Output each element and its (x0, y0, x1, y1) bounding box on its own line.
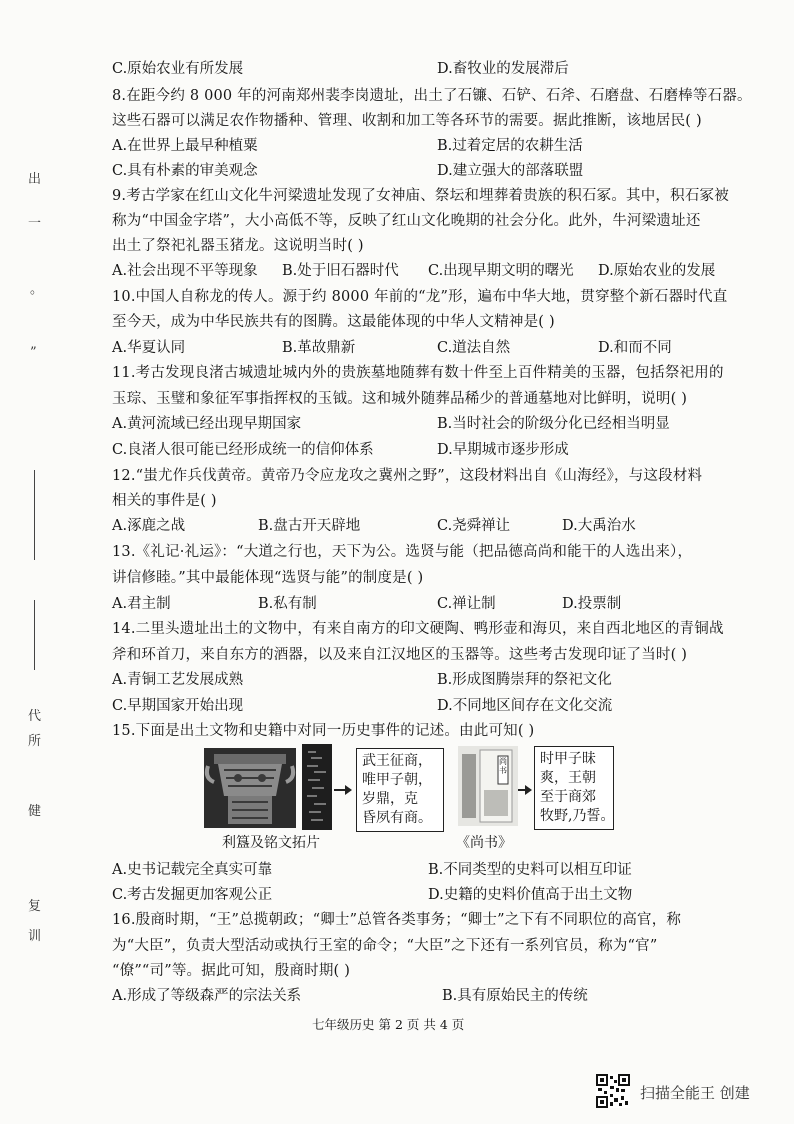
q16-stem: 为“大臣”，负责大型活动或执行王室的命令；“大臣”之下还有一系列官员，称为“官” (112, 938, 658, 954)
q14-option-a: A.青铜工艺发展成熟 (112, 672, 244, 688)
shangshu-line: 爽，王朝 (540, 770, 596, 786)
q14-stem: 斧和环首刀，来自东方的酒器，以及来自江汉地区的玉器等。这些考古发现印证了当时( ) (112, 647, 688, 663)
inscription-line: 武王征商， (362, 753, 432, 769)
q15-option-b: B.不同类型的史料可以相互印证 (428, 862, 632, 878)
margin-line (34, 600, 35, 670)
q8-stem: 这些石器可以满足农作物播种、管理、收割和加工等各环节的需要。据此推断，该地居民( ) (112, 113, 702, 129)
q13-option-d: D.投票制 (562, 596, 622, 612)
q9-option-b: B.处于旧石器时代 (282, 263, 399, 279)
q12-option-b: B.盘古开天辟地 (258, 518, 361, 534)
shangshu-book-image (458, 746, 518, 826)
shangshu-line: 时甲子昧 (540, 751, 596, 767)
inscription-line: 昏夙有商。 (362, 810, 432, 826)
q11-option-b: B.当时社会的阶级分化已经相当明显 (437, 416, 670, 432)
book-title: 尚书 (499, 757, 507, 775)
q14-option-c: C.早期国家开始出现 (112, 698, 244, 714)
q9-option-d: D.原始农业的发展 (598, 263, 716, 279)
q13-option-a: A.君主制 (112, 596, 171, 612)
arrow-right (334, 789, 350, 791)
q8-option-b: B.过着定居的农耕生活 (437, 138, 583, 154)
q9-stem: 出土了祭祀礼器玉猪龙。这说明当时( ) (112, 238, 364, 254)
q12-stem: 相关的事件是( ) (112, 493, 217, 509)
q12-stem: 12.“蚩尤作兵伐黄帝。黄帝乃令应龙攻之冀州之野”，这段材料出自《山海经》，与这段材料 (112, 468, 703, 484)
q13-stem: 讲信修睦。”其中最能体现“选贤与能”的制度是( ) (112, 570, 424, 586)
q15-option-c: C.考古发掘更加客观公正 (112, 887, 273, 903)
q8-stem: 8.在距今约 8 000 年的河南郑州裴李岗遗址，出土了石镰、石铲、石斧、石磨盘、石磨棒等石器。 (112, 88, 752, 104)
q10-option-a: A.华夏认同 (112, 340, 186, 356)
q16-stem: 16.殷商时期，“王”总揽朝政；“卿士”总管各类事务；“卿士”之下有不同职位的高官，称 (112, 912, 682, 928)
q11-stem: 11.考古发现良渚古城遗址城内外的贵族墓地随葬有数十件至上百件精美的玉器，包括祭祀用的 (112, 365, 724, 381)
q15-option-a: A.史书记载完全真实可靠 (112, 862, 273, 878)
margin-mark: 复 (28, 899, 42, 914)
q11-option-d: D.早期城市逐步形成 (437, 442, 569, 458)
shangshu-text-box (534, 746, 614, 830)
inscription-line: 岁鼎，克 (362, 791, 418, 807)
q11-option-c: C.良渚人很可能已经形成统一的信仰体系 (112, 442, 374, 458)
margin-mark: 一 (28, 216, 42, 231)
inscription-line: 唯甲子朝， (362, 772, 432, 788)
q12-option-a: A.涿鹿之战 (112, 518, 186, 534)
q10-stem: 至今天，成为中华民族共有的图腾。这最能体现的中华人文精神是( ) (112, 314, 555, 330)
q14-stem: 14.二里头遗址出土的文物中，有来自南方的印文硬陶、鸭形壶和海贝，来自西北地区的青铜战 (112, 621, 724, 637)
margin-mark: ” (30, 345, 37, 360)
q10-option-c: C.道法自然 (437, 340, 511, 356)
figure-caption-li-gui: 利簋及铭文拓片 (222, 835, 320, 851)
q15-option-d: D.史籍的史料价值高于出土文物 (428, 887, 633, 903)
figure-caption-shangshu: 《尚书》 (456, 835, 512, 851)
inscription-rubbing-image (302, 744, 332, 830)
margin-mark: 代 (28, 709, 42, 724)
q10-stem: 10.中国人自称龙的传人。源于约 8000 年前的“龙”形，遍布中华大地，贯穿整个新石器时代直 (112, 289, 728, 305)
q12-option-c: C.尧舜禅让 (437, 518, 511, 534)
q16-stem: “僚”“司”等。据此可知，殷商时期( ) (112, 963, 351, 979)
q10-option-b: B.革故鼎新 (282, 340, 356, 356)
q9-option-a: A.社会出现不平等现象 (112, 263, 258, 279)
q8-option-c: C.具有朴素的审美观念 (112, 163, 258, 179)
li-gui-vessel-image (204, 748, 296, 828)
q12-option-d: D.大禹治水 (562, 518, 636, 534)
q10-option-d: D.和而不同 (598, 340, 672, 356)
q9-option-c: C.出现早期文明的曙光 (428, 263, 574, 279)
margin-mark: 出 (28, 172, 42, 187)
margin-mark: 所 (28, 734, 42, 749)
q16-option-b: B.具有原始民主的传统 (442, 988, 588, 1004)
page-footer: 七年级历史 第 2 页 共 4 页 (312, 1017, 465, 1032)
scanner-watermark: 扫描全能王 创建 (640, 1084, 750, 1102)
shangshu-line: 至于商郊 (540, 789, 596, 805)
q7-option-d: D.畜牧业的发展滞后 (437, 61, 569, 77)
q9-stem: 9.考古学家在红山文化牛河梁遗址发现了女神庙、祭坛和埋葬着贵族的积石冢。其中，积石冢被 (112, 188, 729, 204)
q11-stem: 玉琮、玉璧和象征军事指挥权的玉钺。这和城外随葬品稀少的普通墓地对比鲜明，说明( ) (112, 391, 688, 407)
q13-option-c: C.禅让制 (437, 596, 496, 612)
qr-code-icon (596, 1074, 630, 1108)
q13-stem: 13.《礼记·礼运》：“大道之行也，天下为公。选贤与能（把品德高尚和能干的人选出来）， (112, 544, 693, 560)
q9-stem: 称为“中国金字塔”，大小高低不等，反映了红山文化晚期的社会分化。此外，牛河梁遗址还 (112, 213, 701, 229)
margin-mark: 。 (30, 282, 44, 297)
margin-mark: 健 (28, 804, 42, 819)
q8-option-d: D.建立强大的部落联盟 (437, 163, 584, 179)
margin-line (34, 470, 35, 560)
q15-stem: 15.下面是出土文物和史籍中对同一历史事件的记述。由此可知( ) (112, 723, 535, 739)
q11-option-a: A.黄河流域已经出现早期国家 (112, 416, 302, 432)
q8-option-a: A.在世界上最早种植粟 (112, 138, 258, 154)
q13-option-b: B.私有制 (258, 596, 317, 612)
li-gui-inscription-box (356, 748, 444, 832)
q14-option-d: D.不同地区间存在文化交流 (437, 698, 613, 714)
q16-option-a: A.形成了等级森严的宗法关系 (112, 988, 302, 1004)
shangshu-line: 牧野,乃誓。 (540, 808, 615, 824)
margin-mark: 训 (28, 929, 42, 944)
q7-option-c: C.原始农业有所发展 (112, 61, 244, 77)
q14-option-b: B.形成图腾崇拜的祭祀文化 (437, 672, 612, 688)
arrow-right (518, 789, 530, 791)
